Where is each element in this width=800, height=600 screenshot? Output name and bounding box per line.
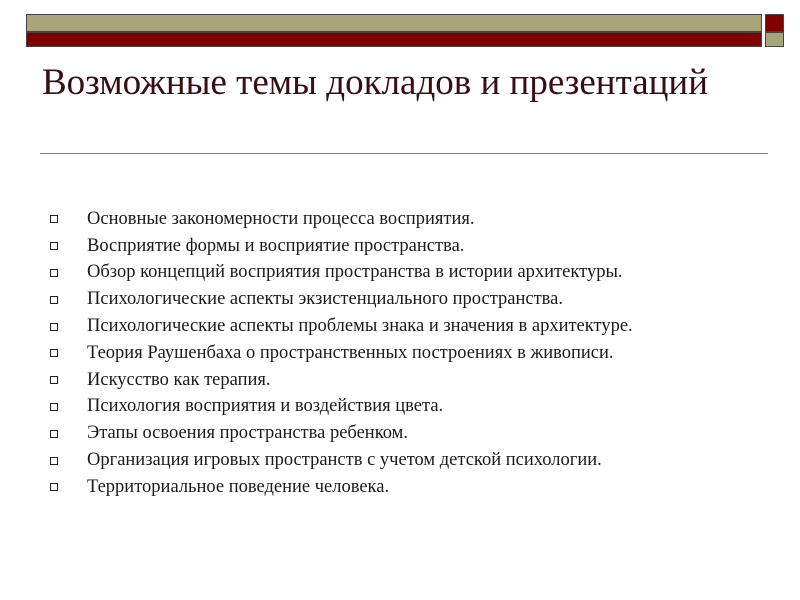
slide-title: Возможные темы докладов и презентаций — [42, 62, 709, 103]
topic-list — [48, 206, 633, 501]
list-item — [48, 367, 633, 394]
title-underline — [40, 153, 768, 154]
topic-text: Организация игровых пространств с учетом детской психологии. — [87, 450, 602, 471]
topic-text: Обзор концепций восприятия пространства в истории архитектуры. — [87, 262, 623, 283]
hollow-square-icon — [50, 430, 58, 438]
topic-text: Искусство как терапия. — [87, 369, 271, 390]
hollow-square-icon — [50, 242, 58, 250]
list-item — [48, 286, 633, 313]
hollow-square-icon — [50, 269, 58, 277]
list-item — [48, 420, 633, 447]
list-item — [48, 447, 633, 474]
hollow-square-icon — [50, 457, 58, 465]
header-maroon-bar — [26, 32, 762, 47]
list-item — [48, 206, 633, 233]
header-maroon-square — [765, 14, 784, 32]
list-item — [48, 474, 633, 501]
topic-text: Территориальное поведение человека. — [87, 476, 390, 497]
list-item — [48, 394, 633, 421]
topic-text: Восприятие формы и восприятие пространства. — [87, 235, 465, 256]
topic-text: Основные закономерности процесса восприятия. — [87, 208, 475, 229]
hollow-square-icon — [50, 403, 58, 411]
topic-text: Этапы освоения пространства ребенком. — [87, 423, 408, 444]
header-olive-square — [765, 32, 784, 47]
list-item — [48, 260, 633, 287]
topic-text: Психологические аспекты проблемы знака и значения в архитектуре. — [87, 316, 633, 337]
hollow-square-icon — [50, 483, 58, 491]
hollow-square-icon — [50, 376, 58, 384]
topic-text: Теория Раушенбаха о пространственных построениях в живописи. — [87, 342, 614, 363]
list-item — [48, 233, 633, 260]
header-olive-bar — [26, 14, 762, 32]
hollow-square-icon — [50, 349, 58, 357]
topic-text: Психология восприятия и воздействия цвета. — [87, 396, 444, 417]
topic-text: Психологические аспекты экзистенциального пространства. — [87, 289, 563, 310]
hollow-square-icon — [50, 323, 58, 331]
list-item — [48, 340, 633, 367]
hollow-square-icon — [50, 215, 58, 223]
hollow-square-icon — [50, 296, 58, 304]
list-item — [48, 313, 633, 340]
